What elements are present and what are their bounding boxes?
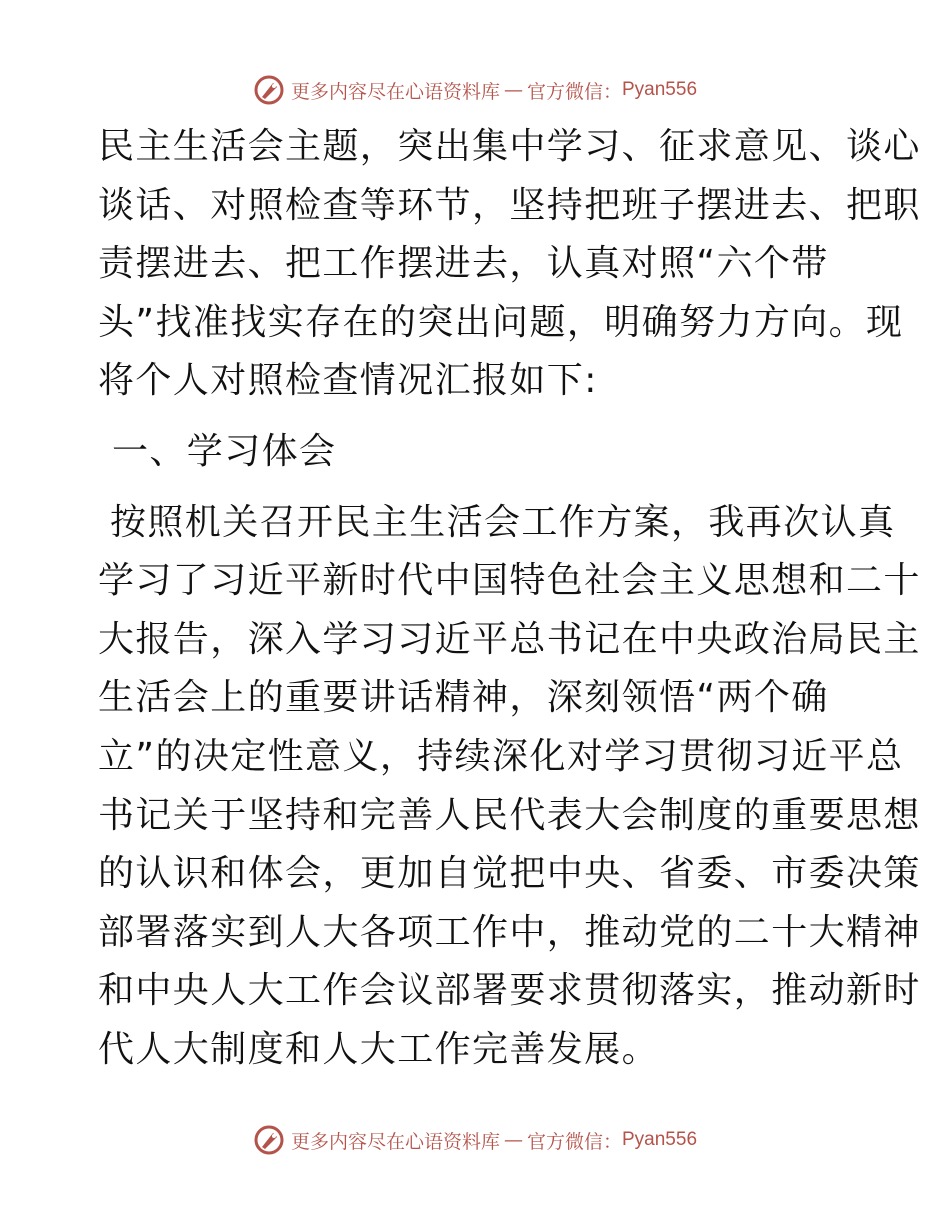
text-line: 头”找准找实存在的突出问题，明确努力方向。现 <box>98 301 904 343</box>
section-heading: 一、学习体会 <box>112 430 337 472</box>
text-line: 立”的决定性意义，持续深化对学习贯彻习近平总 <box>98 735 904 777</box>
watermark-label: 官方微信： <box>526 1130 622 1153</box>
text-line: 书记关于坚持和完善人民代表大会制度的重要思想 <box>98 794 921 836</box>
watermark-handle: Pyan556 <box>622 1129 698 1150</box>
text-line: 代人大制度和人大工作完善发展。 <box>98 1028 660 1070</box>
pen-nib-icon <box>253 1124 285 1156</box>
text-line: 大报告，深入学习习近平总书记在中央政治局民主 <box>98 618 921 660</box>
pen-nib-icon <box>253 74 285 106</box>
text-line: 学习了习近平新时代中国特色社会主义思想和二十 <box>98 560 921 602</box>
text-line: 的认识和体会，更加自觉把中央、省委、市委决策 <box>98 853 921 895</box>
text-line: 责摆进去、把工作摆进去，认真对照“六个带 <box>98 243 829 285</box>
header-watermark <box>0 70 950 110</box>
text-line: 谈话、对照检查等环节，坚持把班子摆进去、把职 <box>98 184 921 226</box>
watermark-separator: — <box>503 79 523 101</box>
watermark-text: 更多内容尽在心语资料库 <box>290 80 500 103</box>
watermark-label: 官方微信： <box>526 80 622 103</box>
text-line: 按照机关召开民主生活会工作方案，我再次认真 <box>110 501 896 543</box>
text-line: 生活会上的重要讲话精神，深刻领悟“两个确 <box>98 677 829 719</box>
paragraph-intro <box>98 118 921 411</box>
text-line: 民主生活会主题，突出集中学习、征求意见、谈心 <box>98 126 921 167</box>
text-line: 部署落实到人大各项工作中，推动党的二十大精神 <box>98 911 921 953</box>
document-body <box>98 118 921 1080</box>
paragraph-study <box>98 494 921 1080</box>
footer-watermark <box>0 1120 950 1160</box>
watermark-handle: Pyan556 <box>622 79 698 100</box>
watermark-text: 更多内容尽在心语资料库 <box>290 1130 500 1153</box>
watermark-separator: — <box>503 1129 523 1151</box>
text-line: 将个人对照检查情况汇报如下: <box>98 360 598 402</box>
text-line: 和中央人大工作会议部署要求贯彻落实，推动新时 <box>98 970 921 1012</box>
